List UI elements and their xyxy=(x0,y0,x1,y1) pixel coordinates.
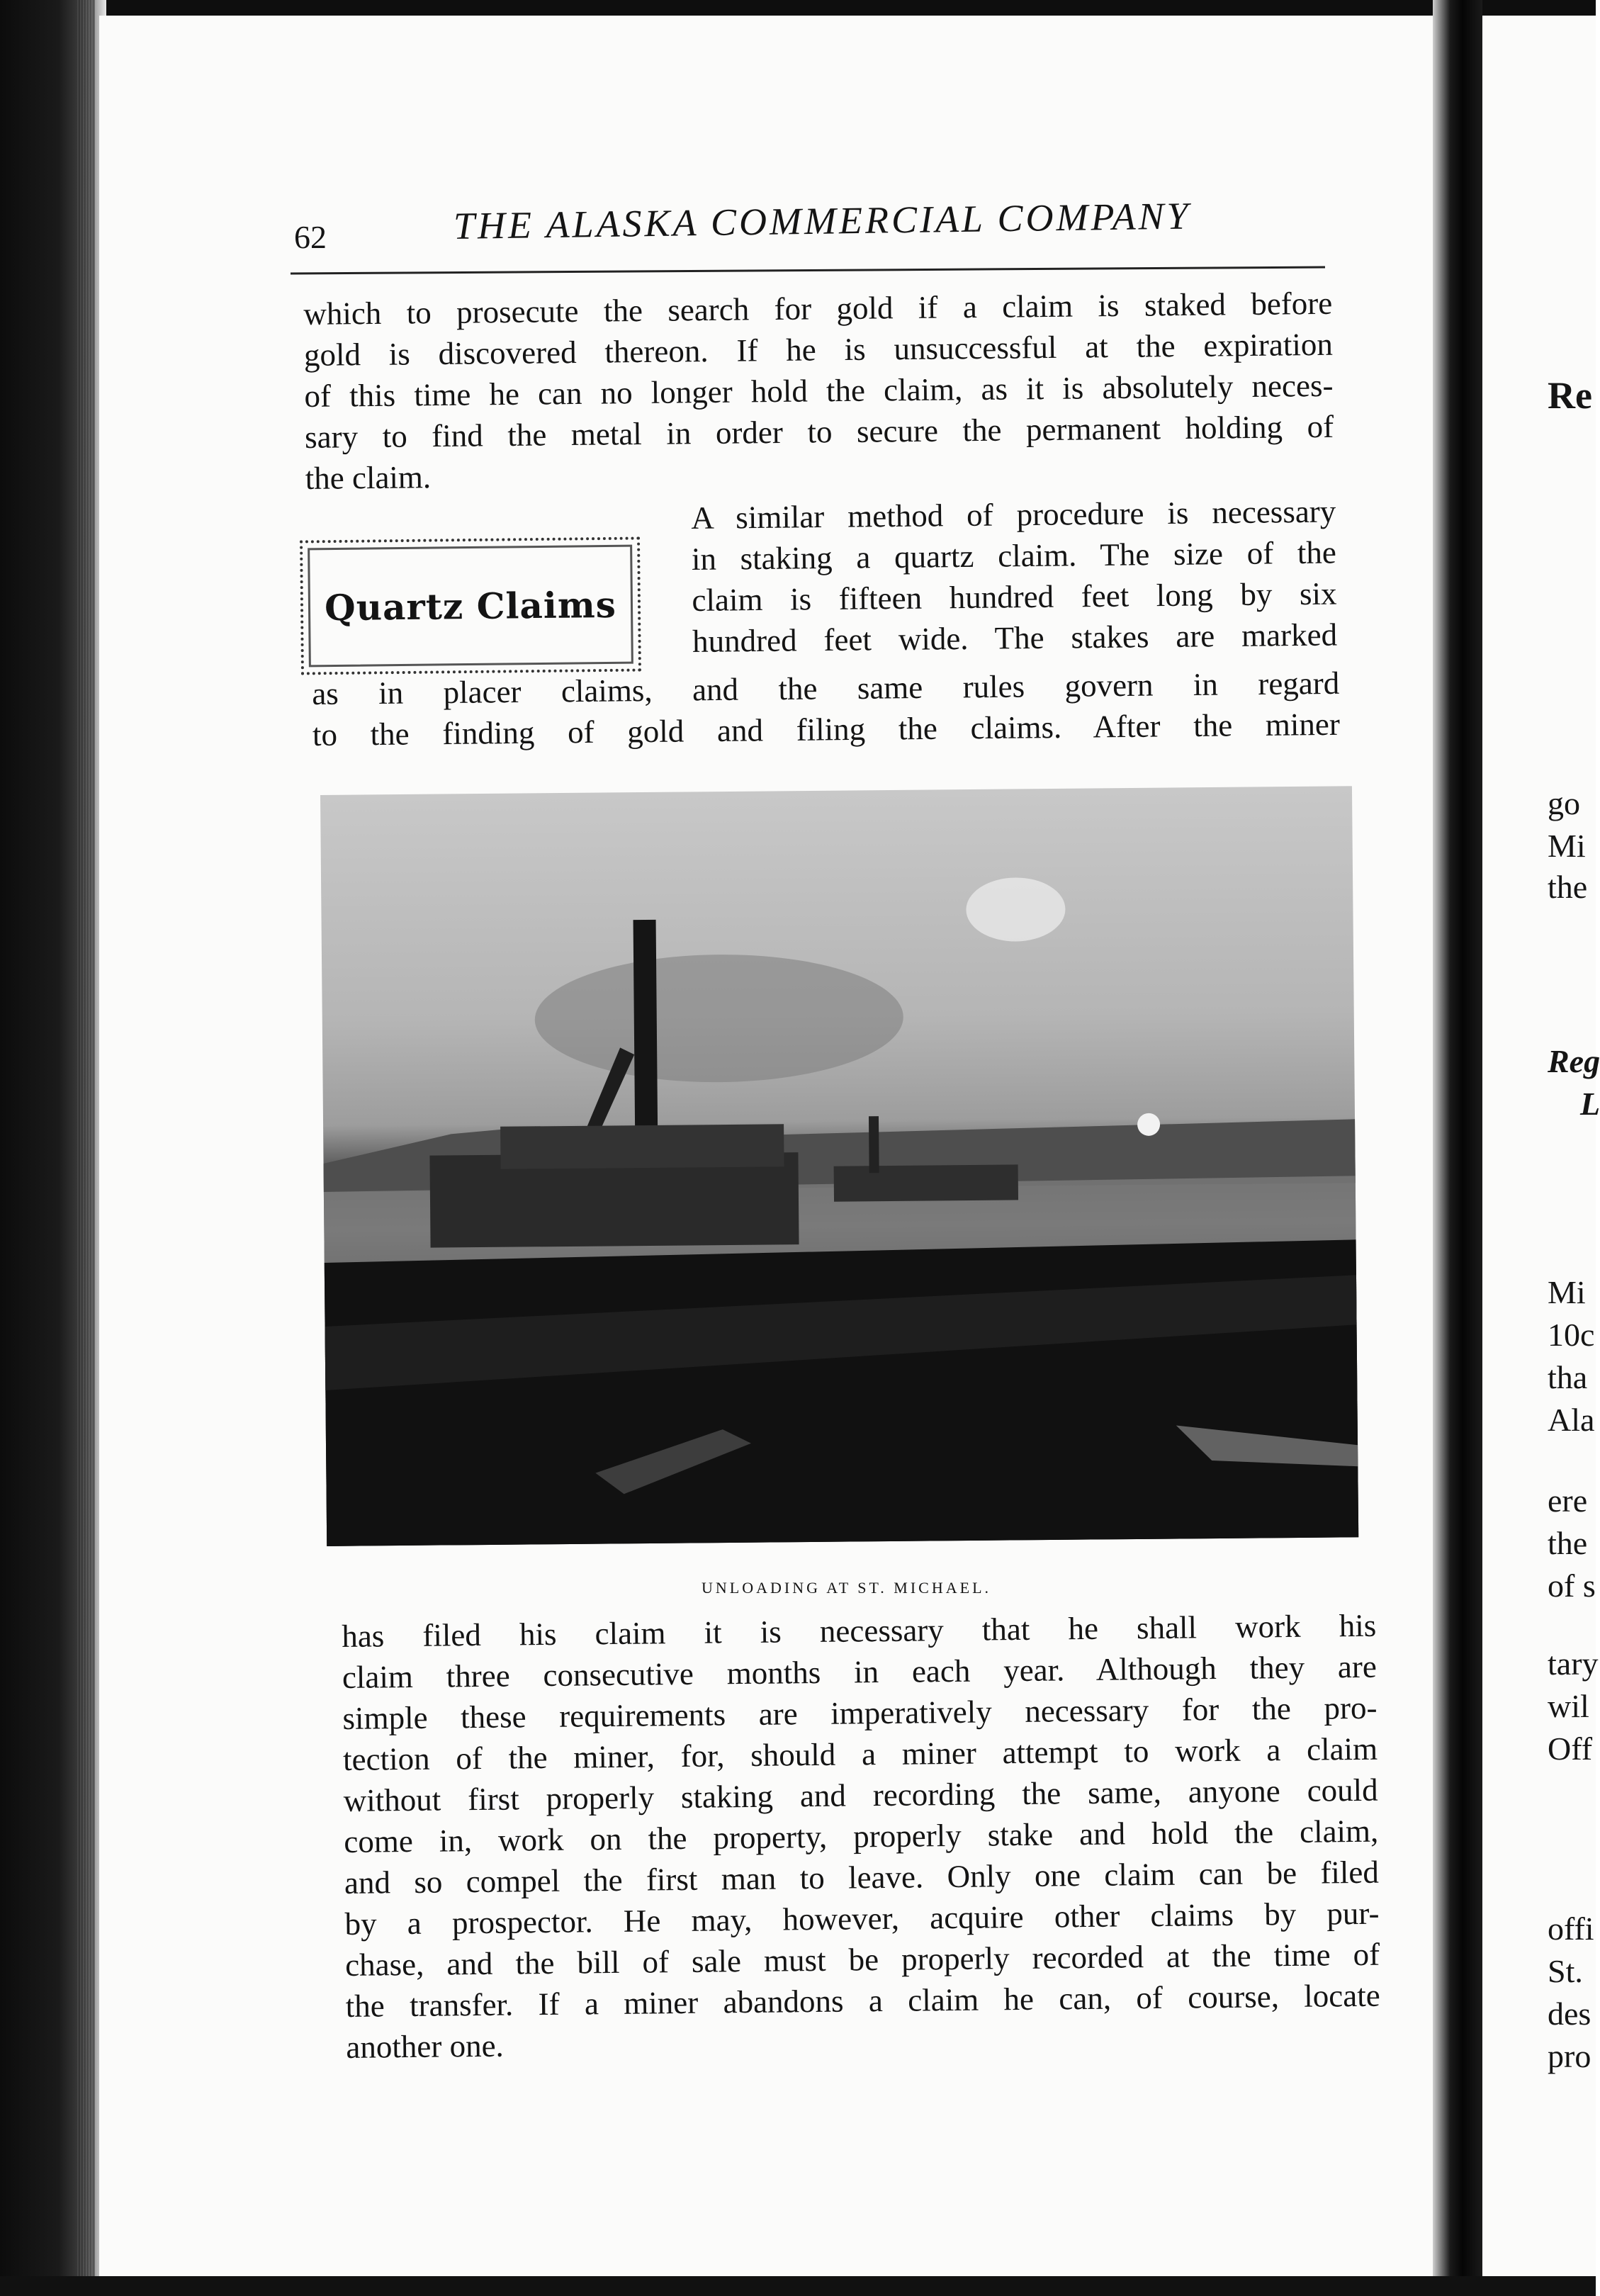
paragraph-4 xyxy=(342,1605,1381,2068)
sidenote-label: Quartz Claims xyxy=(324,583,617,629)
text-line: without first properly staking and recording the same, anyone could xyxy=(343,1772,1378,1818)
text-line: to the finding of gold and filing the claims. After the miner xyxy=(312,706,1341,753)
paragraph-2 xyxy=(691,490,1337,662)
next-page-fragment: tary xyxy=(1548,1645,1599,1682)
next-page-fragment: ere xyxy=(1548,1482,1588,1519)
next-page-fragment: of s xyxy=(1548,1568,1596,1604)
text-line: hundred feet wide. The stakes are marked xyxy=(692,617,1338,659)
text-line: of this time he can no longer hold the claim, as it is absolutely neces- xyxy=(304,367,1334,414)
next-page-fragment: Mi xyxy=(1548,1274,1586,1310)
photo-unloading-steamer xyxy=(320,786,1358,1546)
text-line: the claim. xyxy=(305,459,432,496)
next-page-edge xyxy=(1482,16,1600,2276)
figure-caption: UNLOADING AT ST. MICHAEL. xyxy=(702,1579,992,1597)
text-line: sary to find the metal in order to secure the permanent holding of xyxy=(304,408,1334,455)
page-edges xyxy=(77,0,95,2296)
next-page-fragment: wil xyxy=(1548,1688,1589,1724)
sidenote-quartz-claims xyxy=(300,536,641,675)
next-page-fragment: 10c xyxy=(1548,1317,1595,1353)
next-page-fragment: Reg xyxy=(1548,1043,1600,1079)
photo-illustration xyxy=(320,786,1358,1546)
text-line: simple these requirements are imperatively necessary for the pro- xyxy=(342,1689,1378,1736)
next-page-fragment: Ala xyxy=(1548,1402,1595,1438)
text-line: come in, work on the property, properly stake and hold the claim, xyxy=(344,1813,1379,1859)
text-line: the transfer. If a miner abandons a claim he can, of course, locate xyxy=(345,1977,1380,2024)
scan-bottom-border xyxy=(0,2276,1596,2296)
text-line: gold is discovered thereon. If he is unsuccessful at the expiration xyxy=(303,326,1334,373)
running-head: THE ALASKA COMMERCIAL COMPANY xyxy=(453,194,1191,247)
text-line: has filed his claim it is necessary that he shall work his xyxy=(342,1607,1377,1654)
next-page-fragment: pro xyxy=(1548,2038,1591,2074)
text-line: as in placer claims, and the same rules govern in regard xyxy=(312,665,1340,711)
book-gutter xyxy=(1433,0,1482,2296)
scan-top-border xyxy=(0,0,1596,16)
text-line: A similar method of procedure is necessary xyxy=(691,493,1336,536)
next-page-fragment: Mi xyxy=(1548,828,1586,864)
next-page-fragment: the xyxy=(1548,869,1588,905)
text-line: in staking a quartz claim. The size of the xyxy=(691,534,1337,577)
next-page-fragment: go xyxy=(1548,785,1580,821)
text-line: tection of the miner, for, should a miner attempt to work a claim xyxy=(342,1731,1378,1777)
next-page-fragment: the xyxy=(1548,1525,1588,1561)
next-page-fragment: Off xyxy=(1548,1731,1593,1767)
text-line: chase, and the bill of sale must be properly recorded at the time of xyxy=(344,1936,1380,1983)
text-line: which to prosecute the search for gold if a claim is staked before xyxy=(303,285,1333,332)
next-page-fragment: Re xyxy=(1548,374,1592,417)
page-number: 62 xyxy=(294,219,327,255)
next-page-fragment: L xyxy=(1580,1086,1600,1122)
paragraph-1 xyxy=(303,283,1334,499)
text-line: and so compel the first man to leave. Only one claim can be filed xyxy=(344,1854,1380,1901)
text-line: claim is fifteen hundred feet long by six xyxy=(692,575,1337,618)
text-line: claim three consecutive months in each year. Although they are xyxy=(342,1648,1378,1695)
next-page-fragment: tha xyxy=(1548,1359,1588,1395)
text-line: by a prospector. He may, however, acquire other claims by pur- xyxy=(344,1895,1380,1942)
next-page-fragment: offi xyxy=(1548,1910,1594,1947)
text-line: another one. xyxy=(346,2027,505,2065)
next-page-fragment: St. xyxy=(1548,1953,1583,1989)
paragraph-3 xyxy=(312,663,1340,755)
next-page-fragment: des xyxy=(1548,1996,1591,2032)
